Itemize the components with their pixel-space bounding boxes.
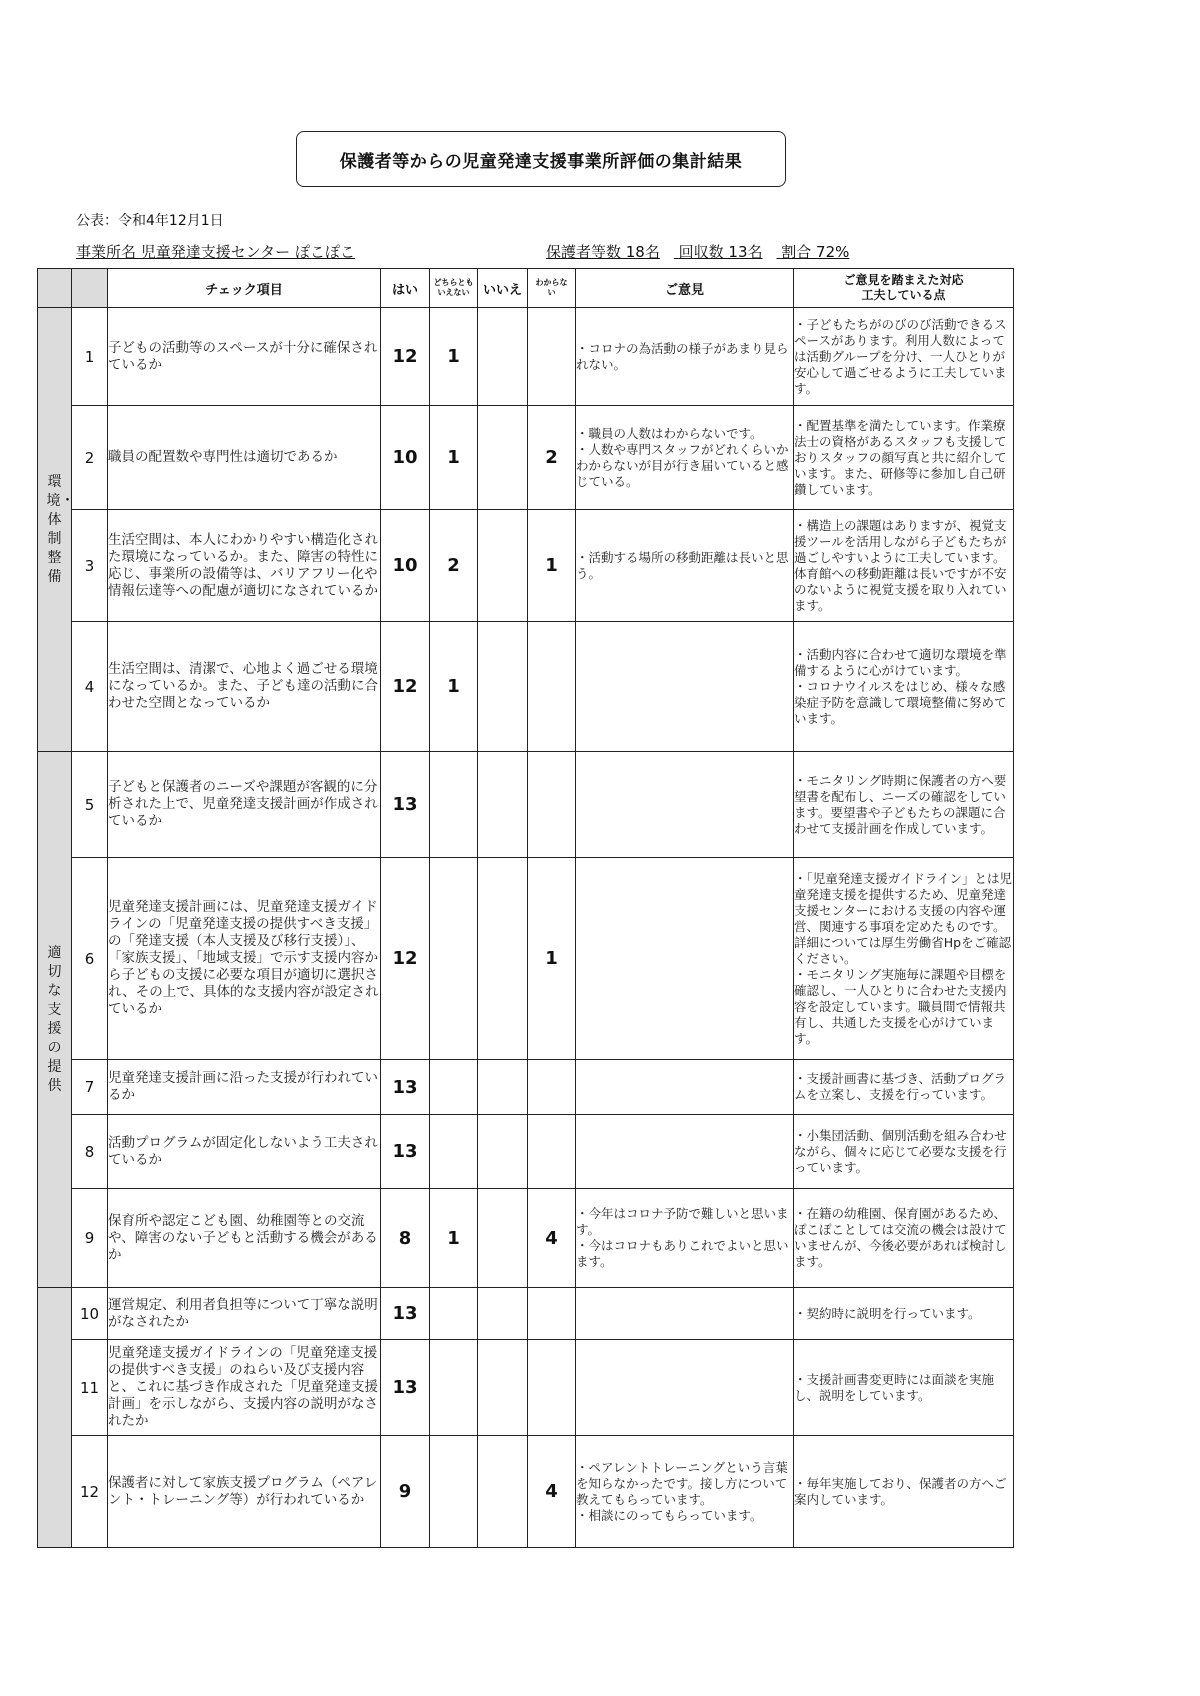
table-row	[38, 1340, 1014, 1436]
check-item: 児童発達支援計画に沿った支援が行われているか	[108, 1060, 381, 1115]
response: ・毎年実施しており、保護者の方へご案内しています。	[794, 1436, 1014, 1548]
response: ・「児童発達支援ガイドライン」とは児童発達支援を提供するため、児童発達支援センターにおける支援の内容や運営、関連する事項を定めたものです。詳細については厚生労働省Hpをご確認ください。 ・モニタリング実施毎に課題や目標を確認し、一人ひとりに合わせた支援内容を設定しています。職員間で情報共有し、共通した支援を心がけています。	[794, 858, 1014, 1060]
check-item: 児童発達支援ガイドラインの「児童発達支援の提供すべき支援」のねらい及び支援内容と、これに基づき作成された「児童発達支援計画」を示しながら、支援内容の説明がなされたか	[108, 1340, 381, 1436]
count-yes: 12	[381, 622, 430, 752]
table-row	[38, 752, 1014, 858]
count-neither	[430, 1436, 478, 1548]
header-unknown: わからな い	[528, 269, 576, 308]
table-row	[38, 1288, 1014, 1340]
header-item: チェック項目	[108, 269, 381, 308]
count-unknown	[528, 752, 576, 858]
category-cell	[38, 1288, 72, 1548]
office-name: 事業所名 児童発達支援センター ぽこぽこ	[76, 243, 355, 261]
count-unknown: 2	[528, 406, 576, 510]
category-label: 適切な支援の提供	[47, 944, 62, 1094]
check-item: 子どもの活動等のスペースが十分に確保されているか	[108, 308, 381, 406]
check-item: 保育所や認定こども園、幼稚園等との交流や、障害のない子どもと活動する機会があるか	[108, 1189, 381, 1288]
table-row	[38, 1060, 1014, 1115]
count-unknown	[528, 622, 576, 752]
count-no	[478, 1115, 528, 1189]
count-no	[478, 1288, 528, 1340]
count-yes: 8	[381, 1189, 430, 1288]
row-number: 2	[72, 406, 108, 510]
evaluation-table	[37, 268, 1014, 1548]
count-no	[478, 510, 528, 622]
count-unknown	[528, 1340, 576, 1436]
count-no	[478, 622, 528, 752]
header-category	[38, 269, 72, 308]
count-yes: 12	[381, 858, 430, 1060]
count-no	[478, 308, 528, 406]
count-unknown: 1	[528, 510, 576, 622]
count-yes: 10	[381, 510, 430, 622]
count-no	[478, 1436, 528, 1548]
header-no: いいえ	[478, 269, 528, 308]
row-number: 8	[72, 1115, 108, 1189]
table-row	[38, 1189, 1014, 1288]
count-unknown	[528, 308, 576, 406]
response-rate: 割合 72%	[781, 243, 850, 261]
table-row	[38, 1436, 1014, 1548]
response: ・支援計画書に基づき、活動プログラムを立案し、支援を行っています。	[794, 1060, 1014, 1115]
published-date: 公表：令和4年12月1日	[76, 213, 224, 229]
row-number: 4	[72, 622, 108, 752]
table-row	[38, 858, 1014, 1060]
opinion	[576, 1115, 794, 1189]
row-number: 1	[72, 308, 108, 406]
count-no	[478, 752, 528, 858]
header-opinion: ご意見	[576, 269, 794, 308]
header-row	[38, 269, 1014, 308]
count-unknown	[528, 1288, 576, 1340]
count-no	[478, 1060, 528, 1115]
response: ・モニタリング時期に保護者の方へ要望書を配布し、ニーズの確認をしています。要望書や子どもたちの課題に合わせて支援計画を作成しています。	[794, 752, 1014, 858]
row-number: 3	[72, 510, 108, 622]
category-cell	[38, 752, 72, 1288]
category-label: 環境・体制整備	[46, 473, 75, 585]
row-number: 5	[72, 752, 108, 858]
table-row	[38, 510, 1014, 622]
count-unknown	[528, 1115, 576, 1189]
opinion	[576, 1288, 794, 1340]
header-response: ご意見を踏まえた対応 工夫している点	[794, 269, 1014, 308]
count-neither: 1	[430, 308, 478, 406]
category-cell	[38, 308, 75, 752]
opinion: ・職員の人数はわからないです。 ・人数や専門スタッフがどれくらいかわからないが目が行き届いていると感じている。	[576, 406, 794, 510]
response-count: 回収数 13名	[678, 243, 763, 261]
row-number: 9	[72, 1189, 108, 1288]
opinion	[576, 1340, 794, 1436]
row-number: 11	[72, 1340, 108, 1436]
count-neither	[430, 858, 478, 1060]
opinion	[576, 858, 794, 1060]
count-neither	[430, 1288, 478, 1340]
count-yes: 13	[381, 752, 430, 858]
header-number	[72, 269, 108, 308]
count-unknown: 4	[528, 1436, 576, 1548]
header-yes: はい	[381, 269, 430, 308]
table-row	[38, 622, 1014, 752]
count-yes: 12	[381, 308, 430, 406]
count-neither: 1	[430, 622, 478, 752]
count-neither	[430, 1340, 478, 1436]
count-neither	[430, 1060, 478, 1115]
count-unknown: 4	[528, 1189, 576, 1288]
check-item: 子どもと保護者のニーズや課題が客観的に分析された上で、児童発達支援計画が作成されているか	[108, 752, 381, 858]
opinion: ・今年はコロナ予防で難しいと思います。 ・今はコロナもありこれでよいと思います。	[576, 1189, 794, 1288]
count-yes: 13	[381, 1288, 430, 1340]
check-item: 活動プログラムが固定化しないよう工夫されているか	[108, 1115, 381, 1189]
opinion	[576, 1060, 794, 1115]
check-item: 生活空間は、本人にわかりやすい構造化された環境になっているか。また、障害の特性に応じ、事業所の設備等は、バリアフリー化や情報伝達等への配慮が適切になされているか	[108, 510, 381, 622]
count-neither: 1	[430, 406, 478, 510]
count-neither	[430, 1115, 478, 1189]
count-no	[478, 406, 528, 510]
opinion: ・ペアレントトレーニングという言葉を知らなかったです。接し方について教えてもらっています。 ・相談にのってもらっています。	[576, 1436, 794, 1548]
opinion	[576, 622, 794, 752]
response: ・支援計画書変更時には面談を実施し、説明をしています。	[794, 1340, 1014, 1436]
response: ・在籍の幼稚園、保育園があるため、ぽこぽことしては交流の機会は設けていませんが、今後必要があれば検討します。	[794, 1189, 1014, 1288]
response: ・契約時に説明を行っています。	[794, 1288, 1014, 1340]
count-unknown	[528, 1060, 576, 1115]
response: ・小集団活動、個別活動を組み合わせながら、個々に応じて必要な支援を行っています。	[794, 1115, 1014, 1189]
opinion	[576, 752, 794, 858]
count-yes: 13	[381, 1340, 430, 1436]
count-yes: 10	[381, 406, 430, 510]
header-neither: どちらとも いえない	[430, 269, 478, 308]
count-unknown: 1	[528, 858, 576, 1060]
row-number: 10	[72, 1288, 108, 1340]
row-number: 6	[72, 858, 108, 1060]
count-yes: 13	[381, 1115, 430, 1189]
response-stats	[546, 241, 863, 262]
count-yes: 13	[381, 1060, 430, 1115]
table-row	[38, 308, 1014, 406]
count-yes: 9	[381, 1436, 430, 1548]
count-neither	[430, 752, 478, 858]
table-row	[38, 406, 1014, 510]
count-no	[478, 1189, 528, 1288]
opinion: ・コロナの為活動の様子があまり見られない。	[576, 308, 794, 406]
count-no	[478, 1340, 528, 1436]
check-item: 運営規定、利用者負担等について丁寧な説明がなされたか	[108, 1288, 381, 1340]
response: ・配置基準を満たしています。作業療法士の資格があるスタッフも支援しておりスタッフの顔写真と共に紹介しています。また、研修等に参加し自己研鑽しています。	[794, 406, 1014, 510]
row-number: 7	[72, 1060, 108, 1115]
count-neither: 2	[430, 510, 478, 622]
response: ・活動内容に合わせて適切な環境を準備するように心がけています。 ・コロナウイルスをはじめ、様々な感染症予防を意識して環境整備に努めています。	[794, 622, 1014, 752]
table-row	[38, 1115, 1014, 1189]
row-number: 12	[72, 1436, 108, 1548]
check-item: 生活空間は、清潔で、心地よく過ごせる環境になっているか。また、子ども達の活動に合わせた空間となっているか	[108, 622, 381, 752]
response: ・構造上の課題はありますが、視覚支援ツールを活用しながら子どもたちが過ごしやすいように工夫しています。体育館への移動距離は長いですが不安のないように視覚支援を取り入れています。	[794, 510, 1014, 622]
count-no	[478, 858, 528, 1060]
count-neither: 1	[430, 1189, 478, 1288]
check-item: 保護者に対して家族支援プログラム（ペアレント・トレーニング等）が行われているか	[108, 1436, 381, 1548]
page-title: 保護者等からの児童発達支援事業所評価の集計結果	[296, 131, 786, 187]
guardian-count: 保護者等数 18名	[546, 243, 660, 261]
check-item: 職員の配置数や専門性は適切であるか	[108, 406, 381, 510]
response: ・子どもたちがのびのび活動できるスペースがあります。利用人数によっては活動グループを分け、一人ひとりが安心して過ごせるように工夫しています。	[794, 308, 1014, 406]
check-item: 児童発達支援計画には、児童発達支援ガイドラインの「児童発達支援の提供すべき支援」の「発達支援（本人支援及び移行支援）」、「家族支援」、「地域支援」で示す支援内容から子どもの支援に必要な項目が適切に選択され、その上で、具体的な支援内容が設定されているか	[108, 858, 381, 1060]
opinion: ・活動する場所の移動距離は長いと思う。	[576, 510, 794, 622]
